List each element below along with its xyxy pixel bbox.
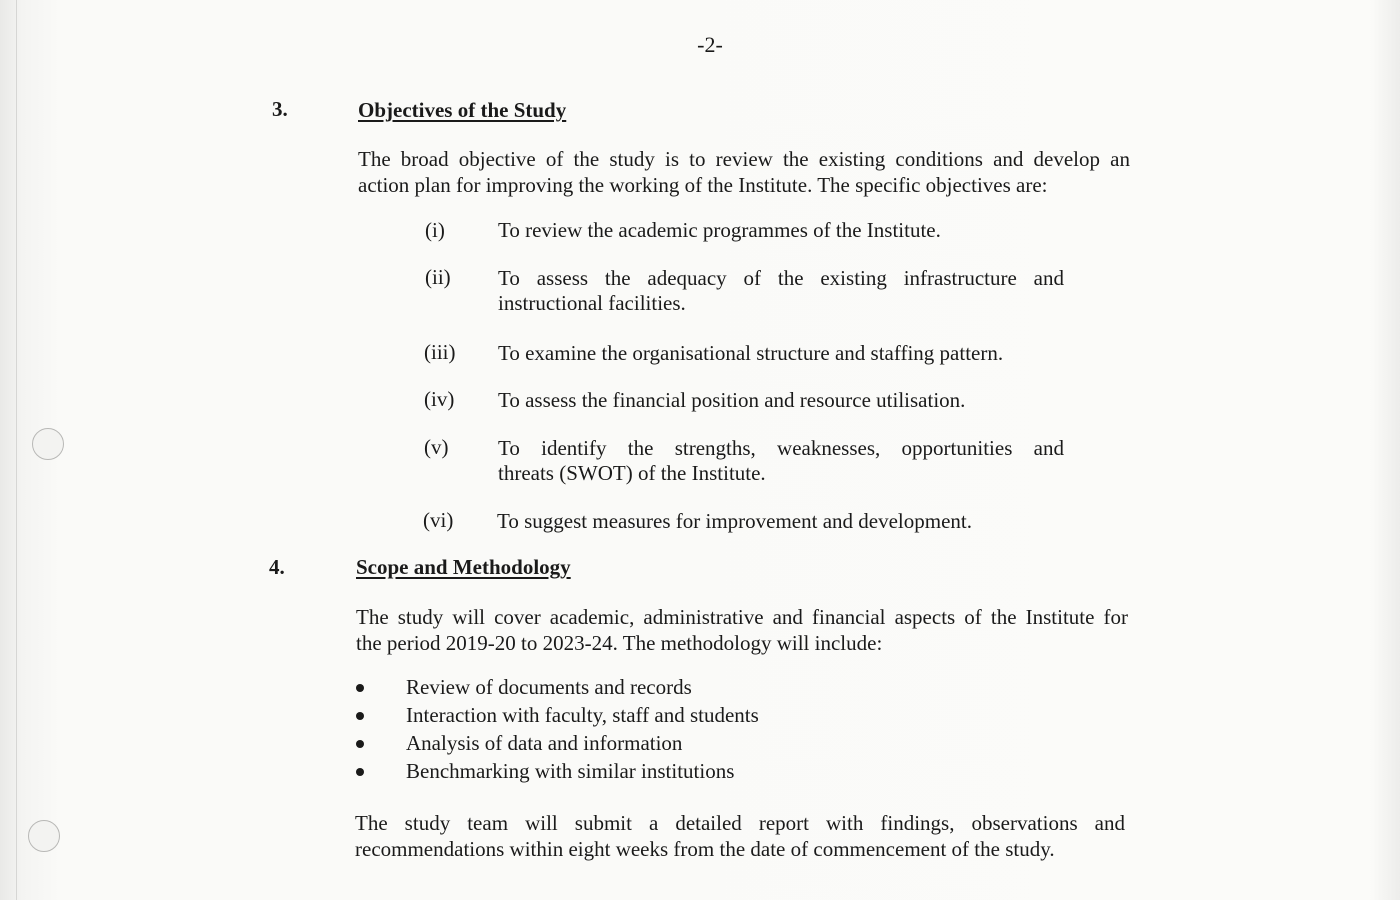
section-number: 3. [272,97,288,121]
bullet-point [356,712,364,720]
objective-number: (i) [425,218,445,242]
bullet-item: Benchmarking with similar institutions [406,759,735,783]
objective-text: To assess the adequacy of the existing infrastructure and instructional facilities. [498,266,1064,315]
closing-paragraph [355,810,1125,862]
paragraph-line: action plan for improving the working of the Institute. The specific objectives are: [358,173,1048,197]
paragraph-line: The broad objective of the study is to review the existing conditions and develop an [358,147,1130,171]
objective-text: To examine the organisational structure and staffing pattern. [498,341,1004,365]
bullet-point [356,740,364,748]
punch-hole-lower [28,820,60,852]
page-edge [16,0,17,900]
objective-text: To suggest measures for improvement and development. [497,509,972,533]
section-number: 4. [269,555,285,579]
objective-number: (iv) [424,387,455,411]
paragraph-line: The study team will submit a detailed report with findings, observations and [355,811,1125,835]
bullet-item: Interaction with faculty, staff and students [406,703,759,727]
section-heading: Objectives of the Study [358,98,567,122]
section-heading: Scope and Methodology [356,555,571,579]
paragraph-line: The study will cover academic, administrative and financial aspects of the Institute for [356,605,1128,629]
bullet-point [356,768,364,776]
objective-number: (v) [424,435,449,459]
section-intro-paragraph [356,604,1128,656]
objective-number: (vi) [423,508,454,532]
bullet-point [356,684,364,692]
paragraph-line: the period 2019-20 to 2023-24. The methodology will include: [356,631,883,655]
punch-hole-upper [32,428,64,460]
objective-number: (ii) [425,265,451,289]
section-intro-paragraph [358,146,1130,198]
paragraph-line: recommendations within eight weeks from the date of commencement of the study. [355,837,1055,861]
page-number: -2- [697,32,723,57]
bullet-item: Analysis of data and information [406,731,683,755]
objective-number: (iii) [424,340,456,364]
bullet-item: Review of documents and records [406,675,692,699]
objective-text: To assess the financial position and resource utilisation. [498,388,966,412]
objective-text: To review the academic programmes of the Institute. [498,218,941,242]
objective-text: To identify the strengths, weaknesses, opportunities and threats (SWOT) of the Institute. [498,436,1064,485]
